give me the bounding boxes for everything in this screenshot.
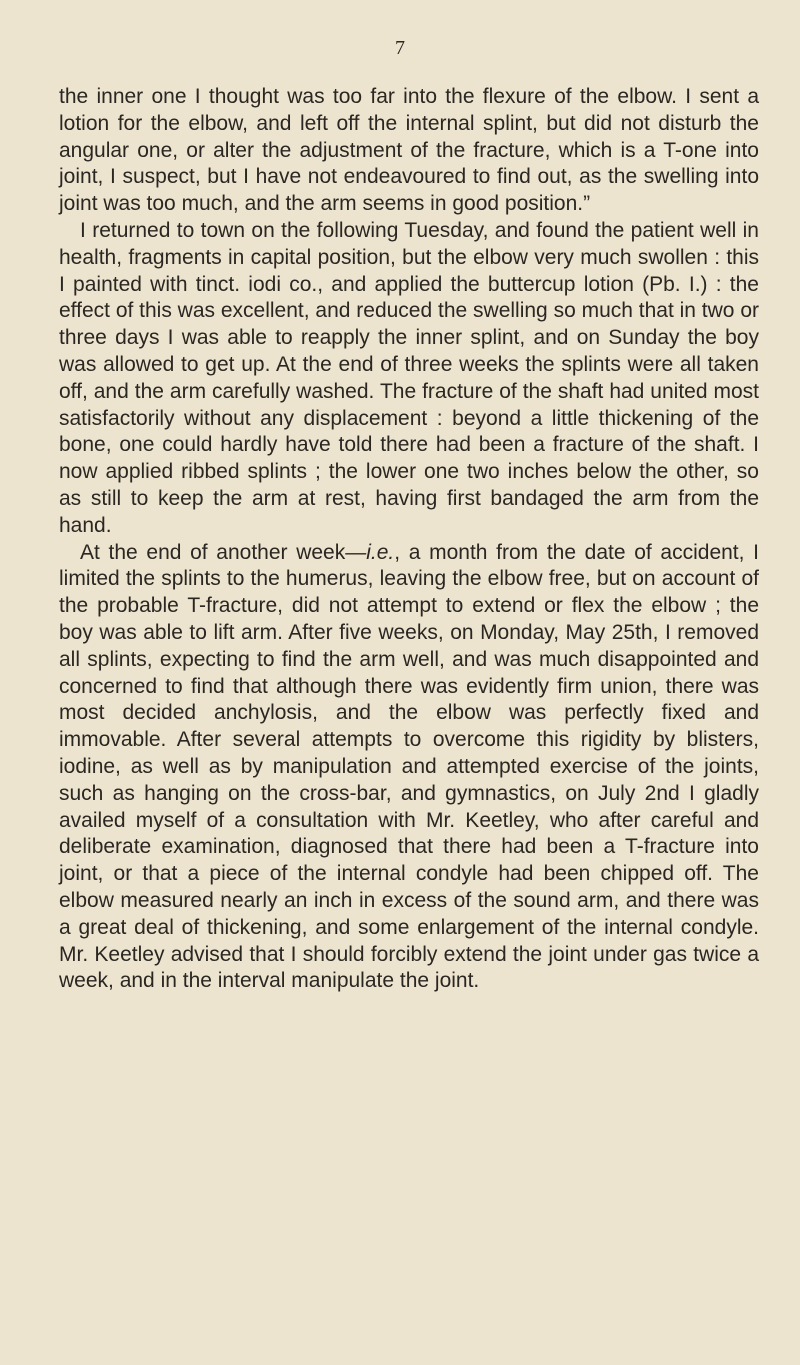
paragraph-another-week-start: At the end of another week—: [80, 540, 367, 564]
paragraph-another-week-rest: , a month from the date of accident, I limited the splints to the humerus, leaving the elbow free, but on account of the probable T-fracture, did not attempt to extend or flex the elbow ; the boy was able to lift arm. After five weeks, on Monday, May 25th, I removed all splints, expecting to find the arm well, and was much disappointed and concerned to find that although there was evidently firm union, there was most decided anchylosis, and the elbow was perfectly fixed and immovable. After several attempts to overcome this rigidity by blisters, iodine, as well as by manipulation and attempted exercise of the joints, such as hanging on the cross-bar, and gymnastics, on July 2nd I gladly availed myself of a consultation with Mr. Keetley, who after careful and deliberate examination, diagnosed that there had been a T-fracture into joint, or that a piece of the internal condyle had been chipped off. The elbow measured nearly an inch in excess of the sound arm, and there was a great deal of thickening, and some enlargement of the internal condyle. Mr. Keetley advised that I should forcibly extend the joint under gas twice a week, and in the interval manipulate the joint.: [59, 540, 759, 993]
body-text: [59, 84, 759, 995]
paragraph-town-visit: I returned to town on the following Tuesday, and found the patient well in health, fragments in capital position, but the elbow very much swollen : this I painted with tinct. iodi co., and applied the buttercup lotion (Pb. I.) : the effect of this was excellent, and reduced the swelling so much that in two or three days I was able to reapply the inner splint, and on Sunday the boy was allowed to get up. At the end of three weeks the splints were all taken off, and the arm carefully washed. The fracture of the shaft had united most satisfactorily without any displacement : beyond a little thickening of the bone, one could hardly have told there had been a fracture of the shaft. I now applied ribbed splints ; the lower one two inches below the other, so as still to keep the arm at rest, having first bandaged the arm from the hand.: [59, 218, 759, 537]
page-number: 7: [395, 37, 405, 59]
paragraph-continuation: the inner one I thought was too far into the flexure of the elbow. I sent a lotion for the elbow, and left off the internal splint, but did not disturb the angular one, or alter the adjustment of the fracture, which is a T-one into joint, I suspect, but I have not endeavoured to find out, as the swelling into joint was too much, and the arm seems in good position.”: [59, 85, 759, 216]
italic-abbreviation: i.e.: [366, 540, 395, 564]
paragraph-another-week: [59, 540, 759, 996]
